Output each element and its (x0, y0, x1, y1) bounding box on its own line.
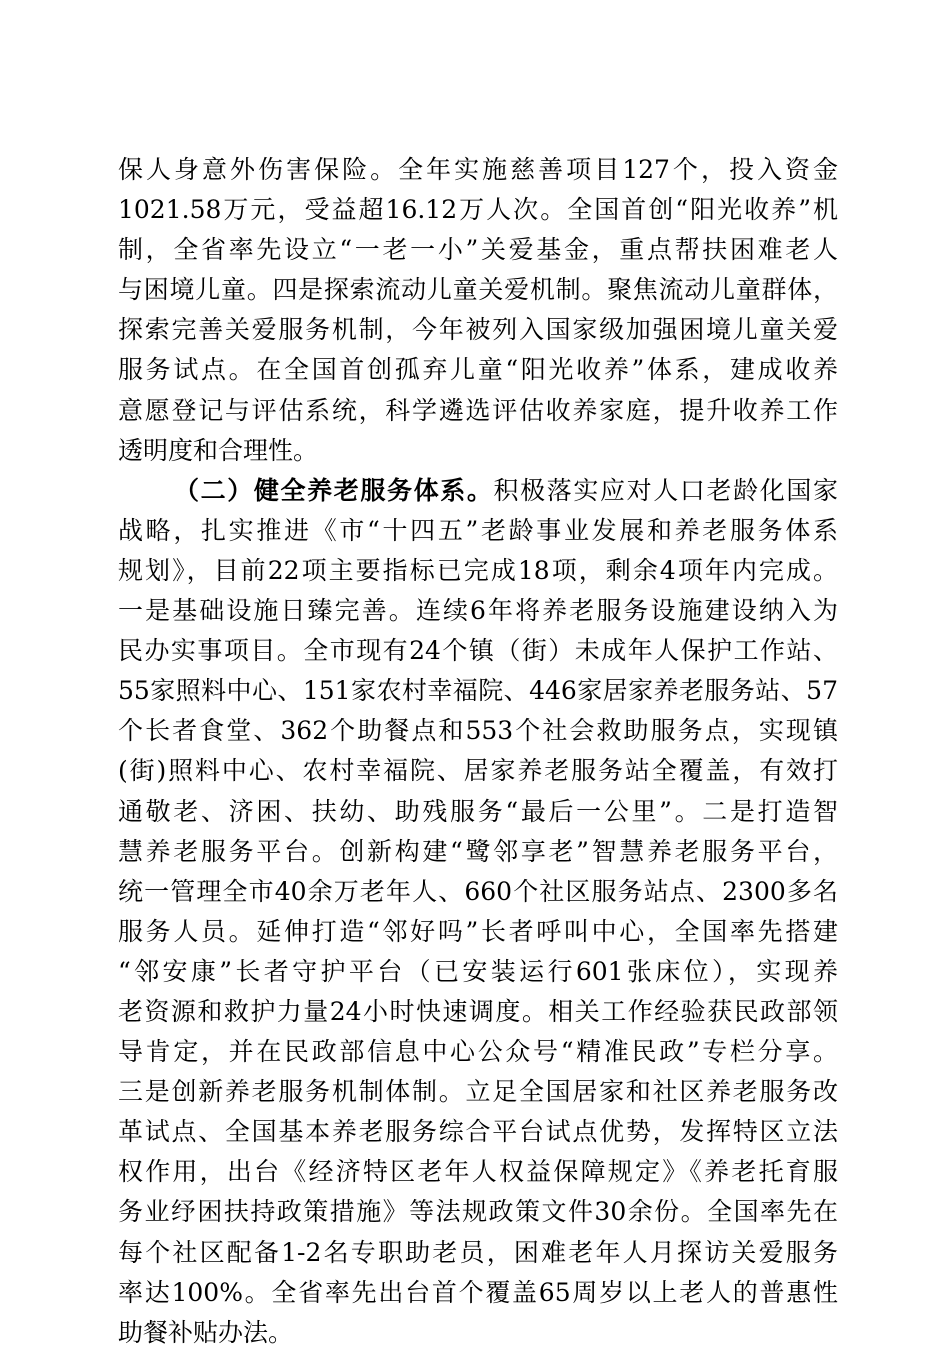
text-line: 助餐补贴办法。 (118, 1317, 294, 1347)
text-line: 55家照料中心、151家农村幸福院、446家居家养老服务站、57 (118, 676, 838, 706)
text-line: 1021.58万元，受益超16.12万人次。全国首创“阳光收养”机 (118, 195, 838, 225)
section-heading-line (118, 471, 838, 511)
text-line: (街)照料中心、农村幸福院、居家养老服务站全覆盖，有效打 (118, 756, 838, 786)
text-line: 慧养老服务平台。创新构建“鹭邻享老”智慧养老服务平台， (118, 836, 838, 866)
text-line: 务业纾困扶持政策措施》等法规政策文件30余份。全国率先在 (118, 1197, 838, 1227)
text-line: 服务人员。延伸打造“邻好吗”长者呼叫中心，全国率先搭建 (118, 916, 838, 946)
text-line: 意愿登记与评估系统，科学遴选评估收养家庭，提升收养工作 (118, 395, 838, 425)
text-line: 制，全省率先设立“一老一小”关爱基金，重点帮扶困难老人 (118, 235, 838, 265)
section-heading-rest: 积极落实应对人口老龄化国家 (493, 475, 838, 505)
text-line: 保人身意外伤害保险。全年实施慈善项目127个，投入资金 (118, 155, 838, 184)
text-line: 战略，扎实推进《市“十四五”老龄事业发展和养老服务体系 (118, 515, 838, 545)
body-text (118, 150, 838, 1353)
text-line: 通敬老、济困、扶幼、助残服务“最后一公里”。二是打造智 (118, 796, 838, 826)
text-line: 服务试点。在全国首创孤弃儿童“阳光收养”体系，建成收养 (118, 355, 838, 385)
text-line: 一是基础设施日臻完善。连续6年将养老服务设施建设纳入为 (118, 596, 838, 626)
text-line: 老资源和救护力量24小时快速调度。相关工作经验获民政部领 (118, 996, 838, 1026)
text-line: 权作用，出台《经济特区老年人权益保障规定》《养老托育服 (118, 1157, 838, 1187)
text-line: 与困境儿童。四是探索流动儿童关爱机制。聚焦流动儿童群体， (118, 275, 838, 305)
text-line: 革试点、全国基本养老服务综合平台试点优势，发挥特区立法 (118, 1117, 838, 1147)
text-line: 率达100%。全省率先出台首个覆盖65周岁以上老人的普惠性 (118, 1277, 838, 1307)
text-line: 个长者食堂、362个助餐点和553个社会救助服务点，实现镇 (118, 716, 838, 746)
text-line: 探索完善关爱服务机制，今年被列入国家级加强困境儿童关爱 (118, 315, 838, 345)
text-line: “邻安康”长者守护平台（已安装运行601张床位），实现养 (118, 956, 838, 986)
text-line: 导肯定，并在民政部信息中心公众号“精准民政”专栏分享。 (118, 1037, 838, 1067)
text-line: 三是创新养老服务机制体制。立足全国居家和社区养老服务改 (118, 1077, 838, 1107)
text-line: 统一管理全市40余万老年人、660个社区服务站点、2300多名 (118, 876, 838, 906)
section-heading: （二）健全养老服务体系。 (174, 475, 494, 505)
text-line: 每个社区配备1-2名专职助老员，困难老年人月探访关爱服务 (118, 1237, 838, 1267)
text-line: 民办实事项目。全市现有24个镇（街）未成年人保护工作站、 (118, 636, 838, 666)
text-line: 规划》，目前22项主要指标已完成18项，剩余4项年内完成。 (118, 555, 838, 585)
text-line: 透明度和合理性。 (118, 435, 319, 465)
